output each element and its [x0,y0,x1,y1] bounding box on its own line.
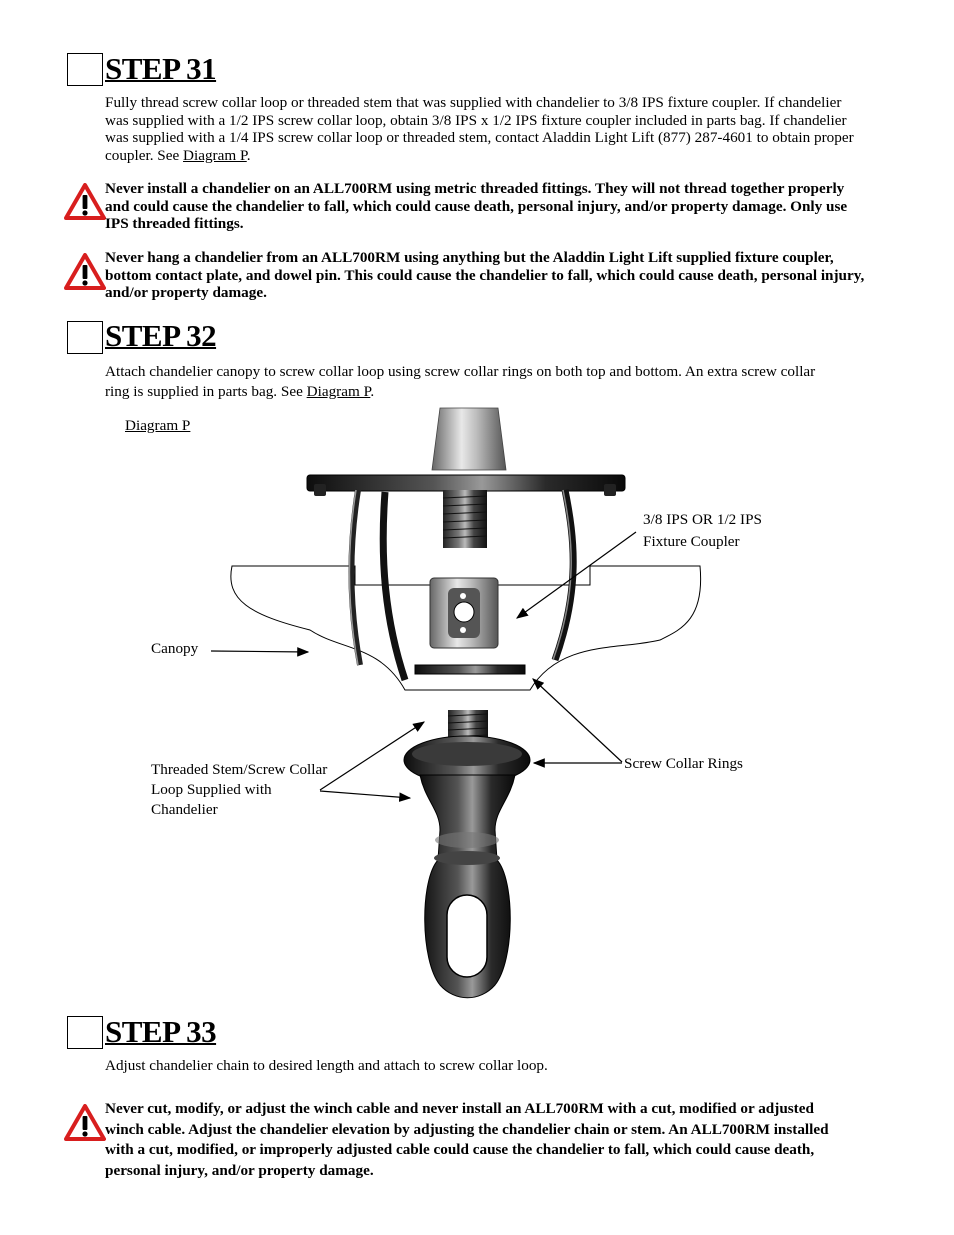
step33-checkbox[interactable] [67,1016,103,1049]
step31-period: . [246,146,251,164]
label-coupler-line2: Fixture Coupler [643,533,740,550]
label-stem-line3: Chandelier [151,801,218,818]
step31-text: Fully thread screw collar loop or threaded stem that was supplied with chandelier to 3/8 IPS fixture coupler. If chandelier was supplied with a 1/2 IPS screw collar loop, obtain 3/8 IPS x 1/2 IPS fixture coupler included in parts bag. If chandelier was supplied with a 1/4 IPS screw collar loop or threaded stem, contact Aladdin Light Lift (877) 287-4601 to obtain proper coupler. See [105,94,854,164]
warning-icon [64,1104,106,1142]
step31-warning-hardware: Never hang a chandelier from an ALL700RM using anything but the Aladdin Light Lift supplied fixture coupler, bottom contact plate, and dowel pin. This could cause the chandelier to fall, which could cause death, personal injury, and/or property damage. [105,249,865,301]
step32-diagram-link[interactable]: Diagram P [306,383,371,400]
label-stem-line1: Threaded Stem/Screw Collar [151,761,328,778]
step32-text: Attach chandelier canopy to screw collar loop using screw collar rings on both top and bottom. An extra screw collar ring is supplied in parts bag. See [105,363,816,400]
label-canopy: Canopy [151,640,199,657]
step33-warning-cable: Never cut, modify, or adjust the winch cable and never install an ALL700RM with a cut, modified or adjusted winch cable. Adjust the chandelier elevation by adjusting the chandelier chain or stem. An ALL700RM installed with a cut, modified, or improperly adjusted cable could cause the chandelier to fall, which could cause death, personal injury, and/or property damage. [105,1100,829,1179]
label-coupler [643,510,762,552]
diagram-title: Diagram P [125,417,191,434]
step31-title: STEP 31 [105,51,217,86]
label-stem-line2: Loop Supplied with [151,781,272,798]
step31-warning-metric: Never install a chandelier on an ALL700RM using metric threaded fittings. They will not thread together properly and could cause the chandelier to fall, which could cause death, personal injury, and/or property damage. Only use IPS threaded fittings. [105,180,848,232]
label-stem [151,760,327,820]
step32-title: STEP 32 [105,318,217,353]
label-coupler-line1: 3/8 IPS OR 1/2 IPS [643,511,763,528]
step33-body: Adjust chandelier chain to desired length and attach to screw collar loop. [105,1057,548,1074]
step33-title: STEP 33 [105,1014,217,1049]
label-rings: Screw Collar Rings [624,755,743,772]
step32-period: . [370,383,375,400]
step31-diagram-link[interactable]: Diagram P [183,146,247,164]
